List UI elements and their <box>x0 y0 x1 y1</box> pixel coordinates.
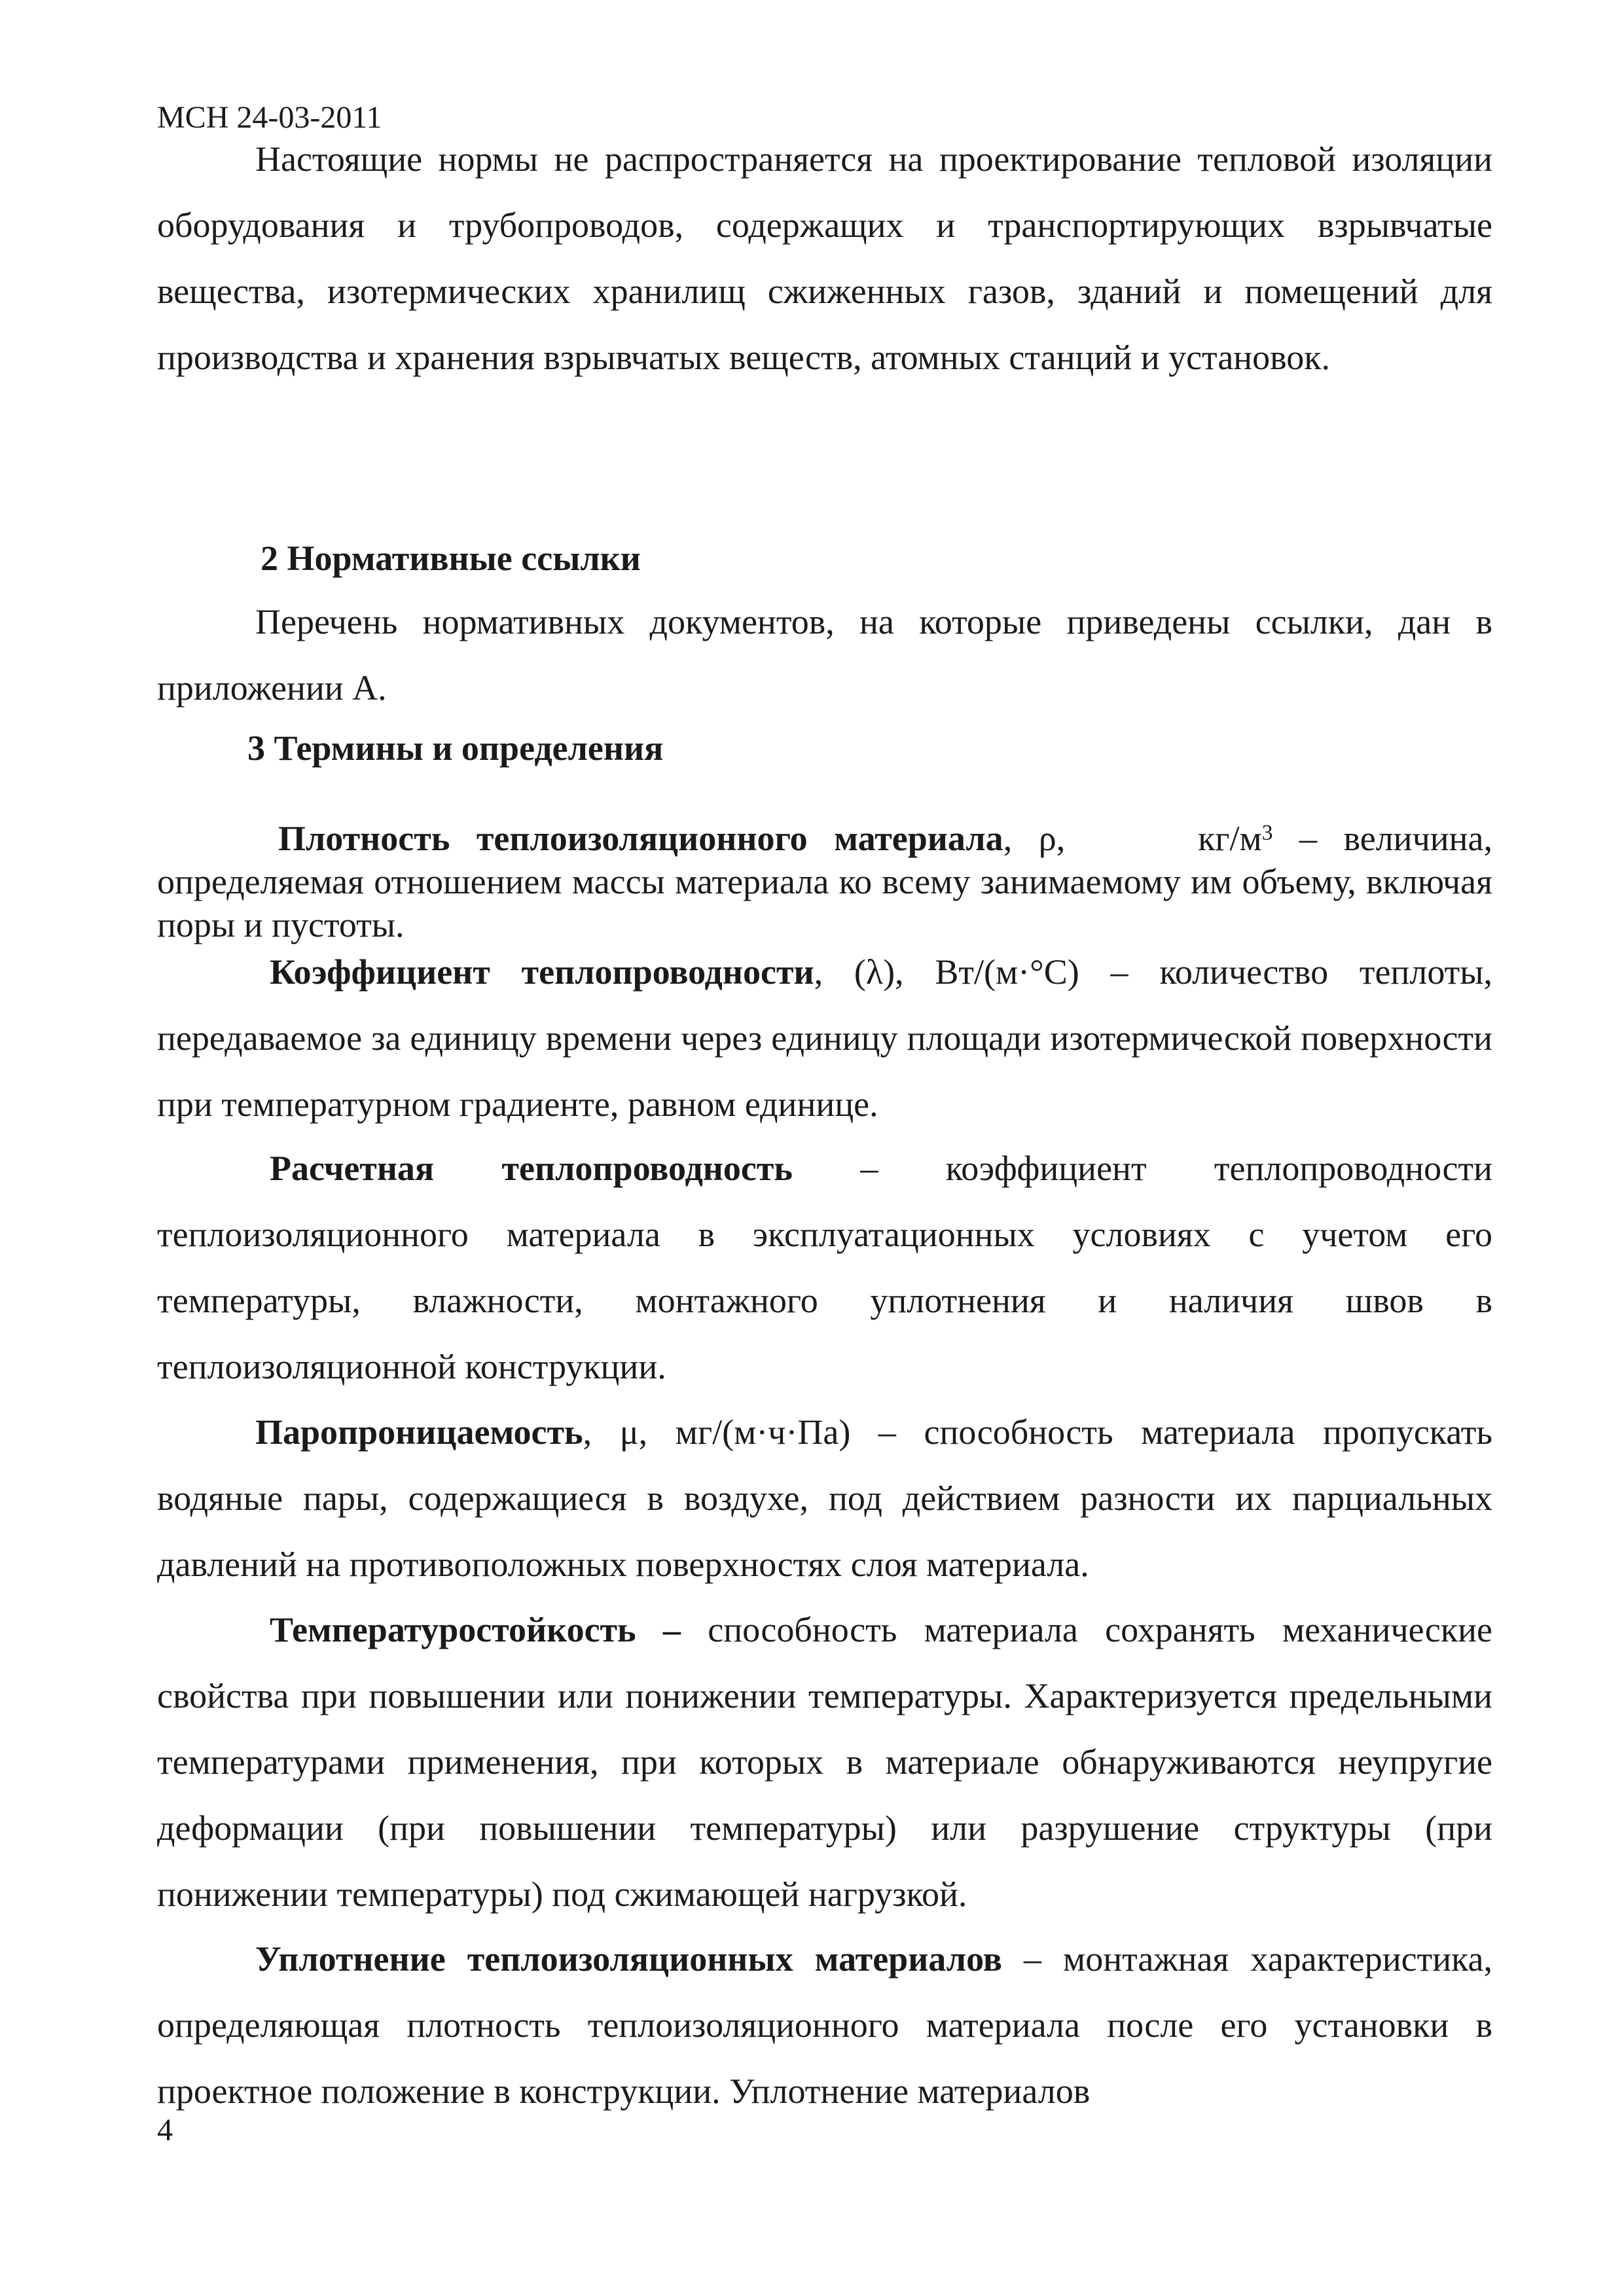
scope-paragraph: Настоящие нормы не распространяется на проектирование тепловой изоляции оборудования и трубопроводов, содержащих и транспортирующих взрывчатые вещества, изотермических хранилищ сжиженных газов, зданий и помещений для производства и хранения взрывчатых веществ, атомных станций и установок. <box>157 139 1492 377</box>
term-vapor-permeability <box>157 1399 1492 1598</box>
term-compaction-title: Уплотнение теплоизоляционных материалов <box>255 1939 1002 1979</box>
document-code-header: МСН 24-03-2011 <box>157 100 382 135</box>
term-density-unit-exponent: 3 <box>1261 821 1273 845</box>
term-design-conductivity <box>157 1136 1492 1400</box>
term-heat-resistance <box>157 1597 1492 1928</box>
section-2-heading: 2 Нормативные ссылки <box>261 539 641 578</box>
term-density-definition: – величина, определяемая отношением массы материала ко всему занимаемому им объему, включая поры и пустоты. <box>157 819 1492 944</box>
term-compaction <box>157 1926 1492 2125</box>
term-density <box>157 817 1492 946</box>
term-conductivity-title: Коэффициент теплопроводности <box>270 952 814 992</box>
term-compaction-definition: – монтажная характеристика, определяющая плотность теплоизоляционного материала после его установки в проектное положение в конструкции. Уплотнение материалов <box>157 1939 1492 2111</box>
term-conductivity <box>157 939 1492 1138</box>
section-2-text: Перечень нормативных документов, на которые приведены ссылки, дан в приложении А. <box>157 602 1492 708</box>
page-number: 4 <box>157 2113 173 2147</box>
term-design-conductivity-title: Расчетная теплопроводность <box>270 1149 793 1188</box>
term-heat-resistance-title: Температуростойкость – <box>270 1610 681 1649</box>
term-vapor-permeability-title: Паропроницаемость <box>255 1412 583 1452</box>
term-conductivity-definition: , (λ), Вт/(м·°С) – количество теплоты, передаваемое за единицу времени через единицу площади изотермической поверхности при температурном градиенте, равном единице. <box>157 952 1493 1124</box>
term-vapor-permeability-definition: , μ, мг/(м·ч·Па) – способность материала пропускать водяные пары, содержащиеся в воздухе, под действием разности их парциальных давлений на противоположных поверхностях слоя материала. <box>157 1412 1492 1584</box>
term-density-title: Плотность теплоизоляционного материала <box>278 819 1003 858</box>
term-density-unit: кг/м <box>1198 819 1262 858</box>
term-density-symbol: , ρ, <box>1003 819 1066 858</box>
term-heat-resistance-definition: способность материала сохранять механические свойства при повышении или понижении температуры. Характеризуется предельными температурами применения, при которых в материале обнаруживаются неупругие деформации (при повышении температуры) или разрушение структуры (при понижении температуры) под сжимающей нагрузкой. <box>157 1610 1492 1914</box>
section-3-heading: 3 Термины и определения <box>247 728 664 768</box>
term-design-conductivity-definition: – коэффициент теплопроводности теплоизоляционного материала в эксплуатационных условиях с учетом его температуры, влажности, монтажного уплотнения и наличия швов в теплоизоляционной конструкции. <box>157 1149 1492 1386</box>
